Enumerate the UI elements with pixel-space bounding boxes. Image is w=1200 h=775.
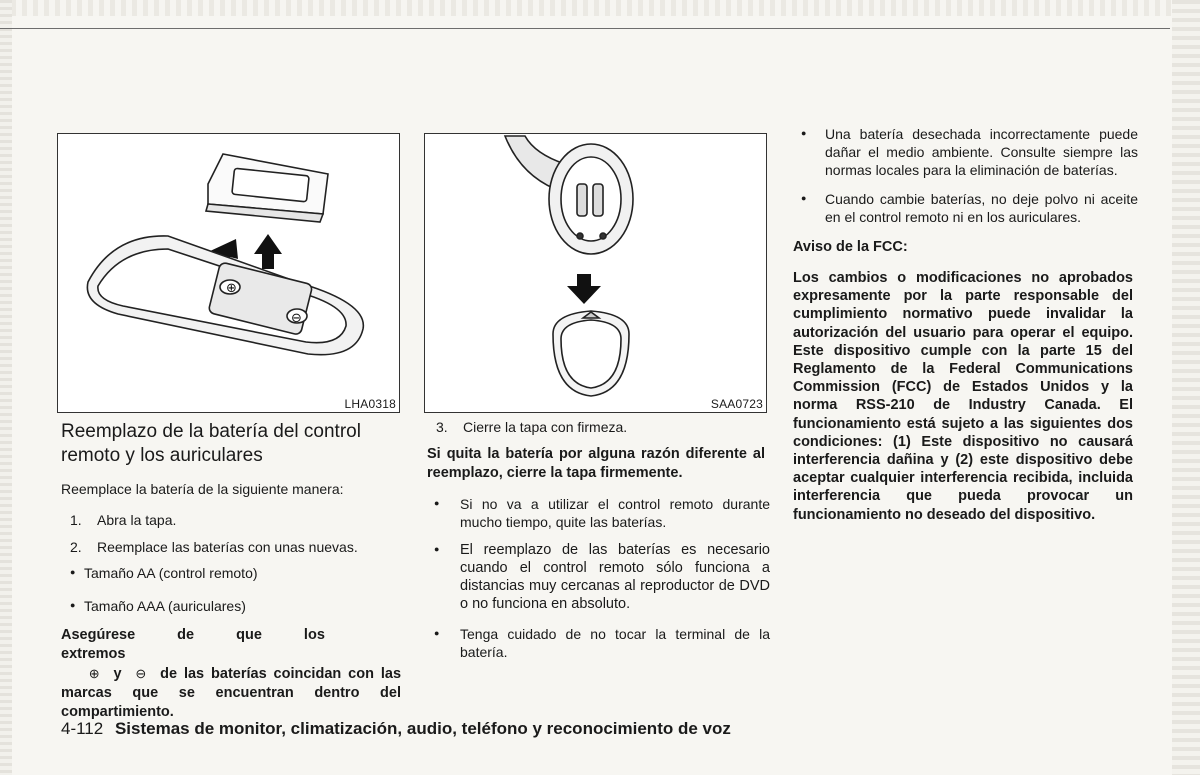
column-right (793, 125, 1138, 524)
fcc-notice: Los cambios o modificaciones no aprobados expresamente por la parte responsable del cumplimiento normativo puede invalidar la autorización del usuario para operar el equipo. Este dispositivo cumple con la parte 15 del Reglamento de la Federal Communications Commission (FCC) de Estados Unidos y la norma RSS-210 de Industry Canada. El funcionamiento está sujeto a las siguientes dos condiciones: (1) Este dispositivo no causará interferencia dañina y (2) este dispositivo debe aceptar cualquier interferencia recibida, incluida interferencia que pueda provocar un funcionamiento no deseado del dispositivo. (793, 270, 1133, 523)
plus-symbol-icon: ⊕ (88, 666, 100, 681)
battery-lid-icon (206, 154, 328, 222)
lid-note: Si quita la batería por alguna razón diferente al reemplazo, cierre la tapa firmemente. (427, 446, 765, 481)
down-arrow-icon (567, 274, 601, 304)
bullet-item (61, 597, 401, 616)
section-heading: Reemplazo de la batería del control remoto y los auriculares (61, 421, 361, 466)
step-text: Cierre la tapa con firmeza. (463, 419, 628, 435)
headphone-cover-icon (553, 311, 629, 396)
bullet-text: Cuando cambie baterías, no deje polvo ni aceite en el control remoto ni en los auriculares. (825, 191, 1138, 225)
warning-conjunction: y (113, 666, 122, 682)
bullet-icon (434, 495, 460, 531)
up-arrow-icon (254, 234, 282, 269)
step-text: Reemplace las baterías con unas nuevas. (97, 539, 358, 555)
bullet-item (793, 190, 1138, 226)
bullet-item (427, 625, 770, 661)
minus-symbol-icon: ⊖ (135, 666, 147, 681)
bullet-icon (801, 190, 825, 226)
remote-control-figure (57, 133, 400, 413)
headphone-illustration (425, 134, 766, 412)
bullet-item (61, 564, 401, 583)
scan-edge-top (0, 0, 1200, 16)
warning-continuation (61, 664, 401, 722)
intro-text: Reemplace la batería de la siguiente manera: (61, 481, 344, 497)
bullet-text: Tenga cuidado de no tocar la terminal de la batería. (460, 626, 770, 660)
step-number: 1. (70, 512, 82, 528)
warning-line (61, 626, 401, 664)
plus-mark-icon: ⊕ (226, 281, 237, 296)
header-rule (0, 28, 1170, 29)
bullet-text: Una batería desechada incorrectamente puede dañar el medio ambiente. Consulte siempre las normas locales para la eliminación de baterías. (825, 126, 1138, 178)
step-item (61, 538, 401, 556)
figure-code: LHA0318 (344, 397, 396, 411)
bullet-icon (434, 541, 460, 613)
fcc-heading: Aviso de la FCC: (793, 239, 908, 255)
chapter-title: Sistemas de monitor, climatización, audio, teléfono y reconocimiento de voz (114, 719, 731, 738)
scan-edge-right (1172, 0, 1200, 775)
page-footer (61, 719, 731, 739)
column-left (61, 420, 401, 722)
headphone-figure (424, 133, 767, 413)
page-number: 4-112 (61, 719, 104, 738)
headphone-earcup-icon (505, 136, 633, 254)
bullet-item (427, 495, 770, 531)
step-text: Abra la tapa. (97, 512, 177, 528)
warning-text: de las baterías coincidan con las marcas que se encuentran dentro del compartimiento. (61, 666, 402, 720)
step-number: 2. (70, 539, 82, 555)
bullet-icon (434, 625, 460, 661)
column-middle (427, 418, 772, 661)
step-number: 3. (436, 419, 448, 435)
warning-text: Asegúrese de que los extremos (61, 627, 325, 662)
step-item (427, 418, 772, 436)
bullet-text: El reemplazo de las baterías es necesario cuando el control remoto sólo funciona a distancias muy cercanas al reproductor de DVD o no funciona en absoluto. (460, 542, 770, 612)
bullet-item (793, 125, 1138, 179)
polarity-warning (61, 626, 401, 722)
step-item (61, 511, 401, 529)
bullet-text: Tamaño AA (control remoto) (84, 565, 258, 581)
scan-edge-left (0, 0, 12, 775)
figure-code: SAA0723 (710, 397, 763, 411)
bullet-icon (70, 597, 84, 616)
bullet-icon (801, 125, 825, 179)
minus-mark-icon: ⊖ (291, 311, 302, 326)
bullet-item (427, 541, 770, 613)
bullet-text: Tamaño AAA (auriculares) (84, 598, 246, 614)
remote-control-illustration (58, 134, 399, 412)
bullet-icon (70, 564, 84, 583)
bullet-text: Si no va a utilizar el control remoto durante mucho tiempo, quite las baterías. (460, 496, 770, 530)
